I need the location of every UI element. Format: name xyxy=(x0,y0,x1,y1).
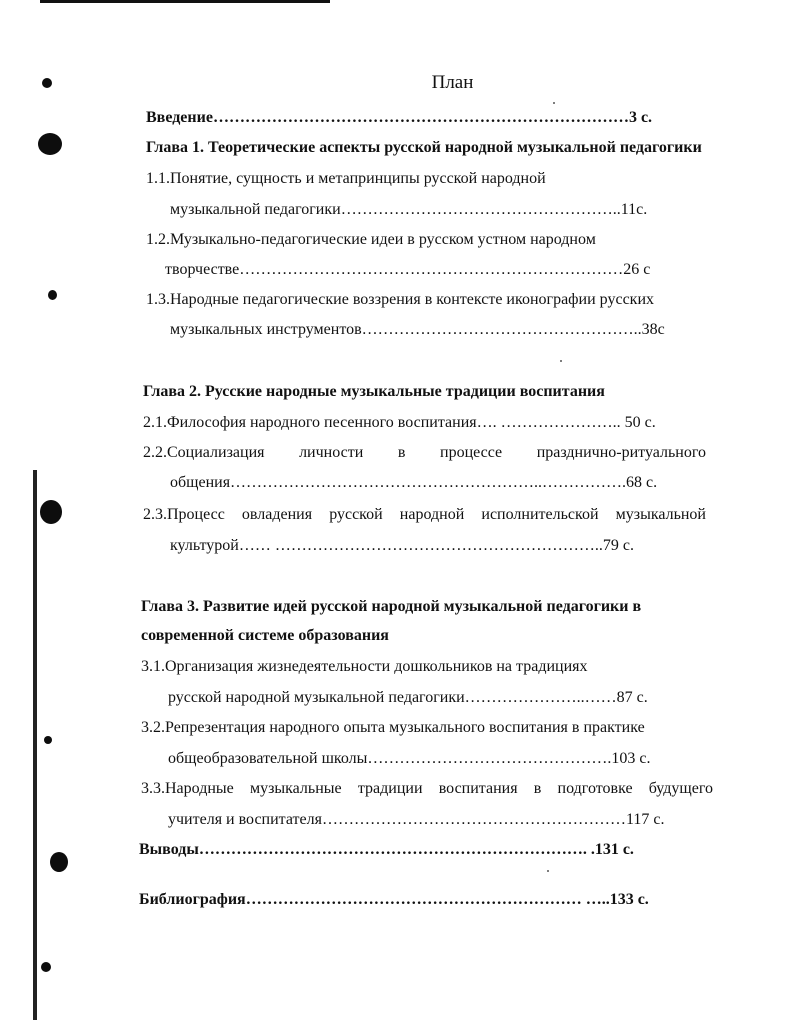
scan-speck xyxy=(553,102,555,104)
section-1-3-cont: музыкальных инструментов……………………………………………..38с xyxy=(170,321,665,338)
page-title: План xyxy=(431,72,474,93)
ink-blot xyxy=(41,962,51,972)
ink-blot xyxy=(44,736,52,744)
ink-blot xyxy=(38,133,62,155)
section-3-3: 3.3.Народные музыкальные традиции воспитания в подготовке будущего xyxy=(141,780,713,797)
section-1-1: 1.1.Понятие, сущность и метапринципы русской народной xyxy=(146,170,546,187)
scan-speck xyxy=(560,360,562,362)
ink-blot xyxy=(48,290,57,300)
chapter-2-heading: Глава 2. Русские народные музыкальные традиции воспитания xyxy=(143,383,605,400)
section-3-1: 3.1.Организация жизнедеятельности дошкольников на традициях xyxy=(141,658,588,675)
toc-intro: Введение……………………………………………………………………3 с. xyxy=(146,109,653,126)
section-2-2: 2.2.Социализация личности в процессе празднично-ритуального xyxy=(143,444,706,461)
scan-speck xyxy=(547,870,549,872)
section-1-2: 1.2.Музыкально-педагогические идеи в русском устном народном xyxy=(146,231,596,248)
chapter-1-heading: Глава 1. Теоретические аспекты русской народной музыкальной педагогики xyxy=(146,139,702,156)
section-2-1: 2.1.Философия народного песенного воспитания…. ………………….. 50 с. xyxy=(143,414,656,431)
toc-bibliography: Библиография……………………………………………………… …..133 с. xyxy=(139,891,649,908)
ink-blot xyxy=(40,500,62,524)
section-1-3: 1.3.Народные педагогические воззрения в контексте иконографии русских xyxy=(146,291,654,308)
section-3-1-cont: русской народной музыкальной педагогики…………………..……87 с. xyxy=(168,689,648,706)
section-2-3-cont: культурой…… ……………………………………………………..79 с. xyxy=(170,537,634,554)
scan-edge-left xyxy=(33,470,37,1020)
section-2-2-cont: общения…………………………………………………..…………….68 с. xyxy=(170,474,658,491)
scan-edge-top xyxy=(40,0,330,3)
toc-conclusions: Выводы………………………………………………………………. .131 с. xyxy=(139,841,634,858)
section-1-1-cont: музыкальной педагогики……………………………………………..11с. xyxy=(170,201,648,218)
section-3-3-cont: учителя и воспитателя…………………………………………………117 с. xyxy=(168,811,665,828)
ink-blot xyxy=(50,852,68,872)
chapter-3-heading-cont: современной системе образования xyxy=(141,627,389,644)
section-1-2-cont: творчестве………………………………………………………………26 с xyxy=(165,261,651,278)
chapter-3-heading: Глава 3. Развитие идей русской народной музыкальной педагогики в xyxy=(141,598,642,615)
section-2-3: 2.3.Процесс овладения русской народной исполнительской музыкальной xyxy=(143,506,706,523)
section-3-2-cont: общеобразовательной школы……………………………………….103 с. xyxy=(168,750,651,767)
section-3-2: 3.2.Репрезентация народного опыта музыкального воспитания в практике xyxy=(141,719,645,736)
